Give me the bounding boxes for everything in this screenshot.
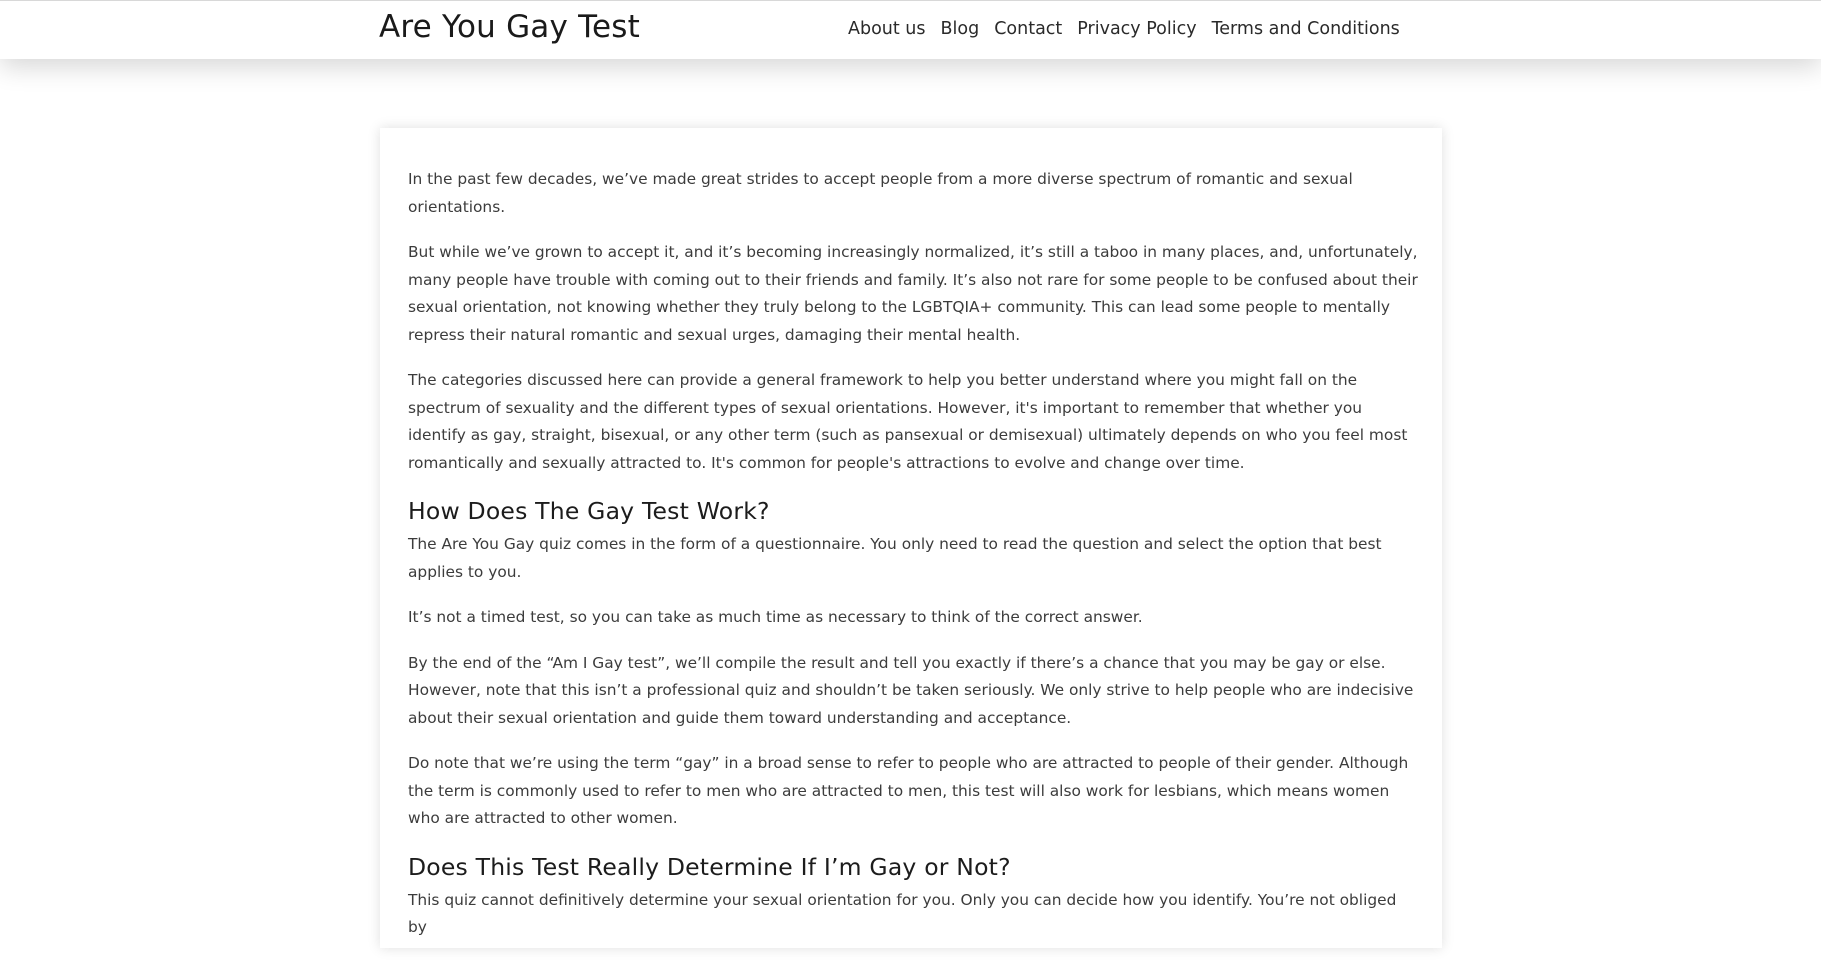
section-paragraph: The Are You Gay quiz comes in the form of a questionnaire. You only need to read the question and select the option that best applies to you.: [408, 535, 1382, 581]
nav-privacy-policy[interactable]: Privacy Policy: [1077, 19, 1197, 39]
nav-about-us[interactable]: About us: [848, 19, 926, 39]
section-paragraph: It’s not a timed test, so you can take as much time as necessary to think of the correct answer.: [408, 608, 1143, 626]
section-paragraph: Do note that we’re using the term “gay” in a broad sense to refer to people who are attracted to people of their gender. Although the term is commonly used to refer to men who are attracted to men, this test will also work for lesbians, which means women who are attracted to other women.: [408, 754, 1409, 827]
article-content: [408, 166, 1420, 960]
intro-paragraph: But while we’ve grown to accept it, and it’s becoming increasingly normalized, it’s still a taboo in many places, and, unfortunately, many people have trouble with coming out to their friends and family. It’s also not rare for some people to be confused about their sexual orientation, not knowing whether they truly belong to the LGBTQIA+ community. This can lead some people to mentally repress their natural romantic and sexual urges, damaging their mental health.: [408, 243, 1418, 344]
nav-contact[interactable]: Contact: [994, 19, 1063, 39]
intro-paragraph: In the past few decades, we’ve made great strides to accept people from a more diverse spectrum of romantic and sexual orientations.: [408, 170, 1353, 216]
site-header: [0, 0, 1821, 59]
intro-paragraph: The categories discussed here can provide a general framework to help you better understand where you might fall on the spectrum of sexuality and the different types of sexual orientations. However, it's important to remember that whether you identify as gay, straight, bisexual, or any other term (such as pansexual or demisexual) ultimately depends on who you feel most romantically and sexually attracted to. It's common for people's attractions to evolve and change over time.: [408, 371, 1408, 472]
section-heading-how-it-works: How Does The Gay Test Work?: [408, 497, 770, 525]
section-heading-does-it-determine: Does This Test Really Determine If I’m Gay or Not?: [408, 852, 1011, 881]
site-title-link[interactable]: Are You Gay Test: [379, 9, 640, 45]
nav-blog[interactable]: Blog: [940, 19, 980, 39]
section-paragraph: By the end of the “Am I Gay test”, we’ll compile the result and tell you exactly if there’s a chance that you may be gay or else. However, note that this isn’t a professional quiz and shouldn’t be taken seriously. We only strive to help people who are indecisive about their sexual orientation and guide them toward understanding and acceptance.: [408, 653, 1414, 727]
section-paragraph: This quiz cannot definitively determine your sexual orientation for you. Only you can decide how you identify. You’re not obliged by: [408, 890, 1397, 936]
main-nav: [848, 19, 1400, 39]
nav-terms-and-conditions[interactable]: Terms and Conditions: [1211, 19, 1400, 39]
